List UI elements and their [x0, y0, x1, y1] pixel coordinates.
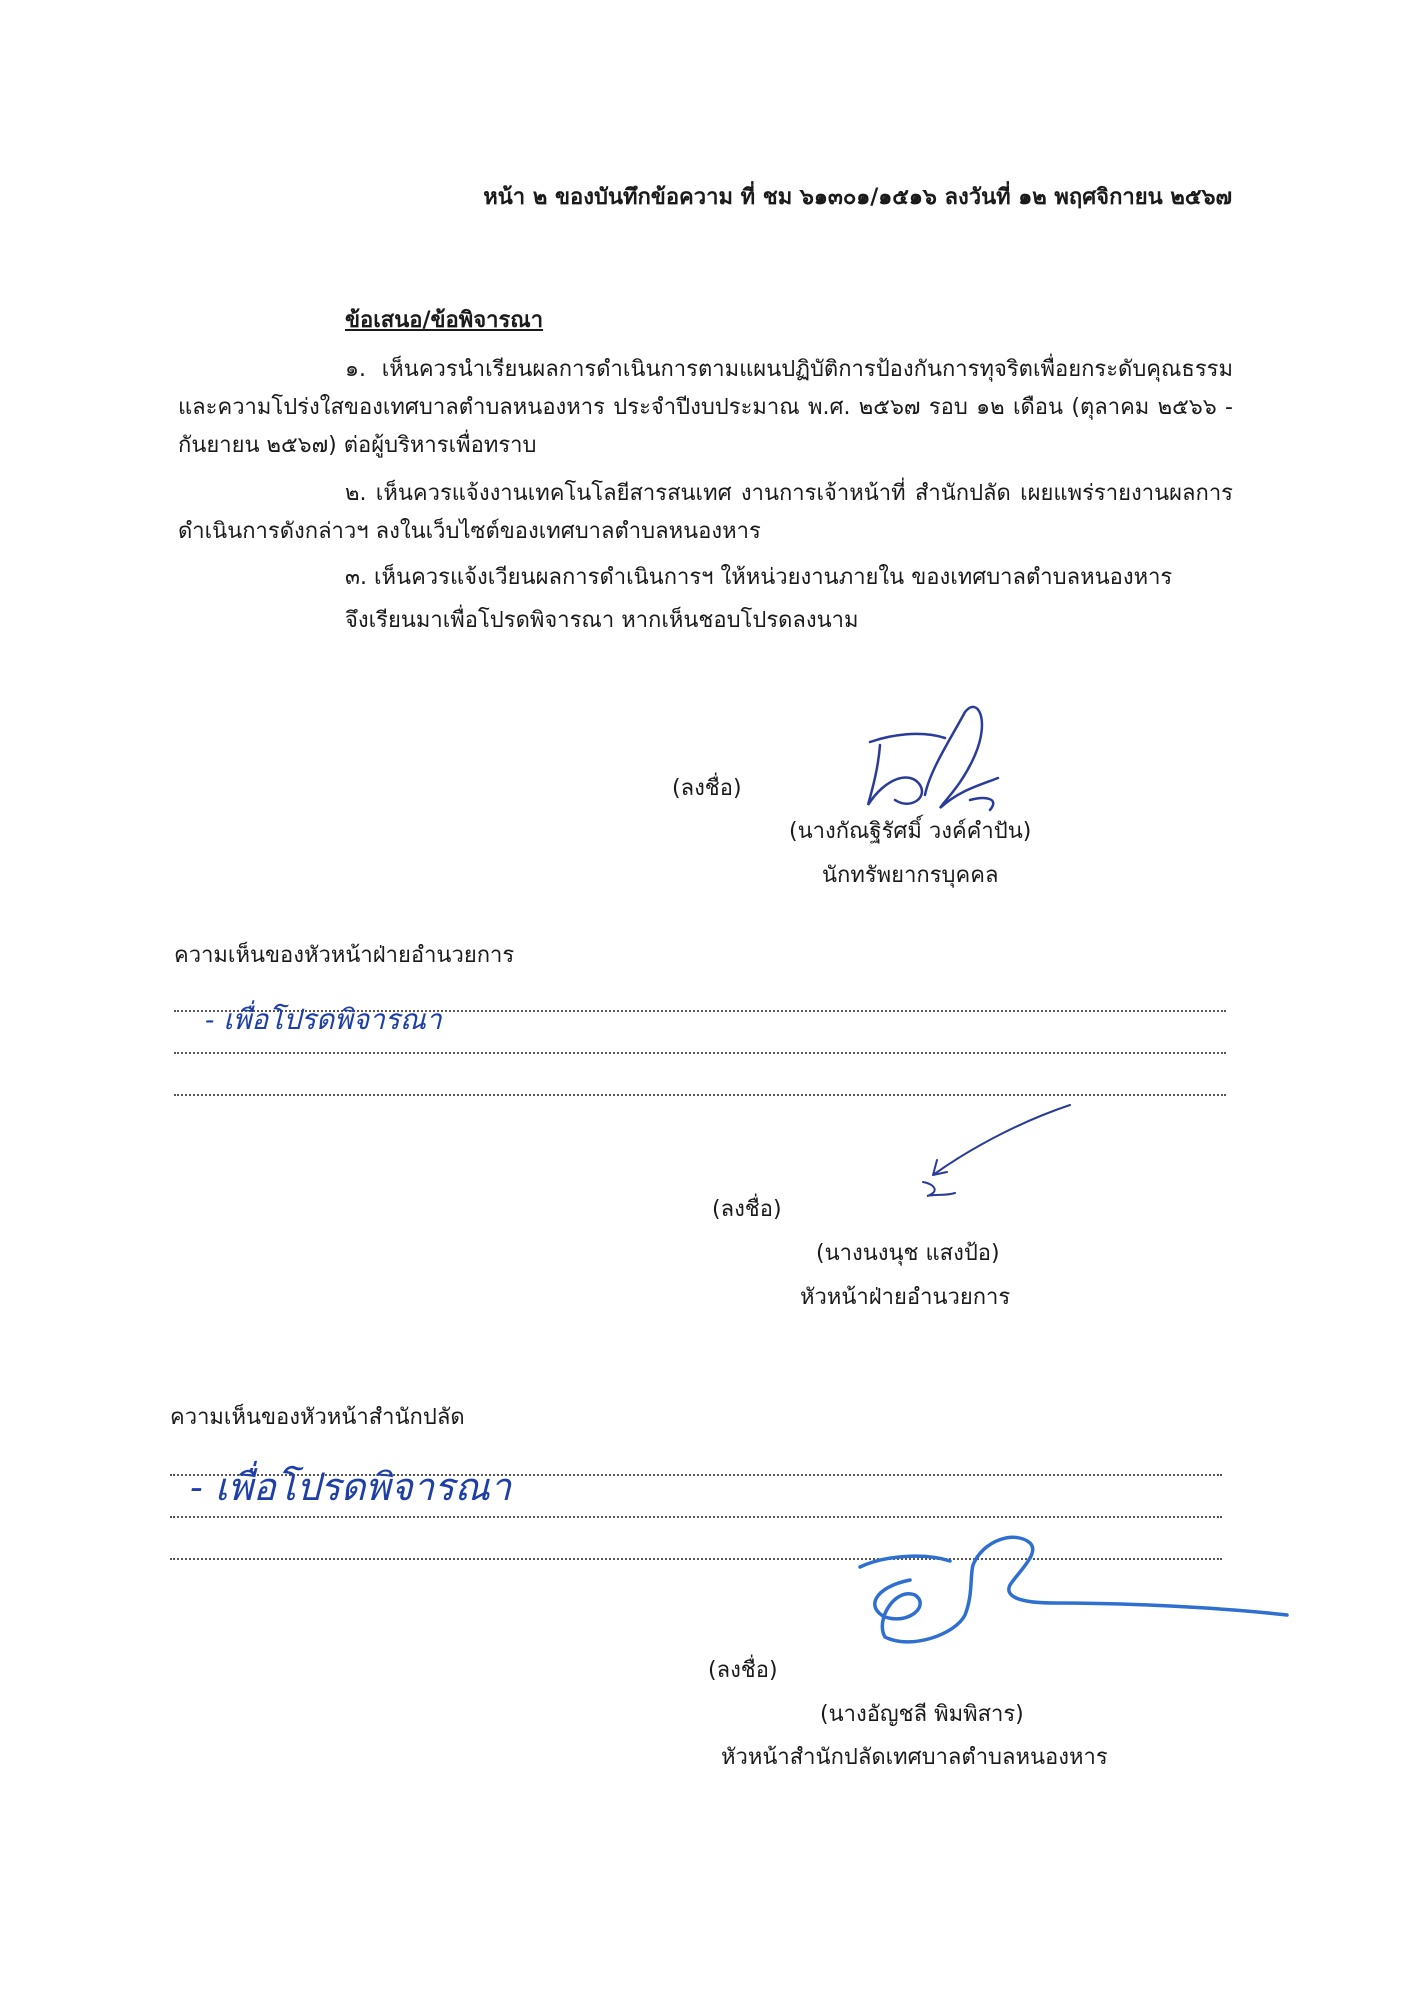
- opinion1-line-2: [174, 1052, 1226, 1054]
- opinion1-handwritten-note: - เพื่อโปรดพิจารณา: [205, 1003, 442, 1036]
- proposal-item-3: ๓. เห็นควรแจ้งเวียนผลการดำเนินการฯ ให้หน่วยงานภายใน ของเทศบาลตำบลหนองหาร: [345, 565, 1173, 590]
- signer3-sign-label: (ลงชื่อ): [708, 1658, 778, 1683]
- signer2-signature: [915, 1100, 1075, 1200]
- signer1-sign-label: (ลงชื่อ): [672, 776, 742, 801]
- proposal-closing: จึงเรียนมาเพื่อโปรดพิจารณา หากเห็นชอบโปรดลงนาม: [345, 608, 859, 633]
- signer1-name: (นางกัณฐิรัศมิ์ วงค์คำปัน): [789, 819, 1032, 844]
- signer2-position: หัวหน้าฝ่ายอำนวยการ: [800, 1285, 1011, 1310]
- signer2-sign-label: (ลงชื่อ): [712, 1197, 782, 1222]
- opinion2-label: ความเห็นของหัวหน้าสำนักปลัด: [170, 1405, 465, 1430]
- opinion1-line-3: [174, 1094, 1226, 1096]
- signer2-name: (นางนงนุช แสงป้อ): [816, 1241, 1000, 1266]
- opinion1-label: ความเห็นของหัวหน้าฝ่ายอำนวยการ: [174, 943, 515, 968]
- page-header: หน้า ๒ ของบันทึกข้อความ ที่ ชม ๖๑๓๐๑/๑๕๑๖ ลงวันที่ ๑๒ พฤศจิกายน ๒๕๖๗: [483, 185, 1232, 210]
- signer1-signature: [850, 700, 1010, 830]
- opinion2-handwritten-note: - เพื่อโปรดพิจารณา: [190, 1465, 512, 1509]
- signer3-name: (นางอัญชลี พิมพิสาร): [820, 1702, 1024, 1727]
- proposal-item-2: ๒. เห็นควรแจ้งงานเทคโนโลยีสารสนเทศ งานการเจ้าหน้าที่ สำนักปลัด เผยแพร่รายงานผลการดำเนินการดังกล่าวฯ ลงในเว็บไซต์ของเทศบาลตำบลหนองหาร: [178, 481, 1233, 544]
- proposal-heading: ข้อเสนอ/ข้อพิจารณา: [345, 308, 544, 333]
- proposal-item-1: ๑. เห็นควรนำเรียนผลการดำเนินการตามแผนปฏิบัติการป้องกันการทุจริตเพื่อยกระดับคุณธรรมและความโปร่งใสของเทศบาลตำบลหนองหาร ประจำปีงบประมาณ พ.ศ. ๒๕๖๗ รอบ ๑๒ เดือน (ตุลาคม ๒๕๖๖ - กันยายน ๒๕๖๗) ต่อผู้บริหารเพื่อทราบ: [178, 357, 1233, 458]
- signer1-position: นักทรัพยากรบุคคล: [822, 863, 999, 888]
- signer3-position: หัวหน้าสำนักปลัดเทศบาลตำบลหนองหาร: [721, 1745, 1108, 1770]
- signer3-signature: [855, 1525, 1295, 1645]
